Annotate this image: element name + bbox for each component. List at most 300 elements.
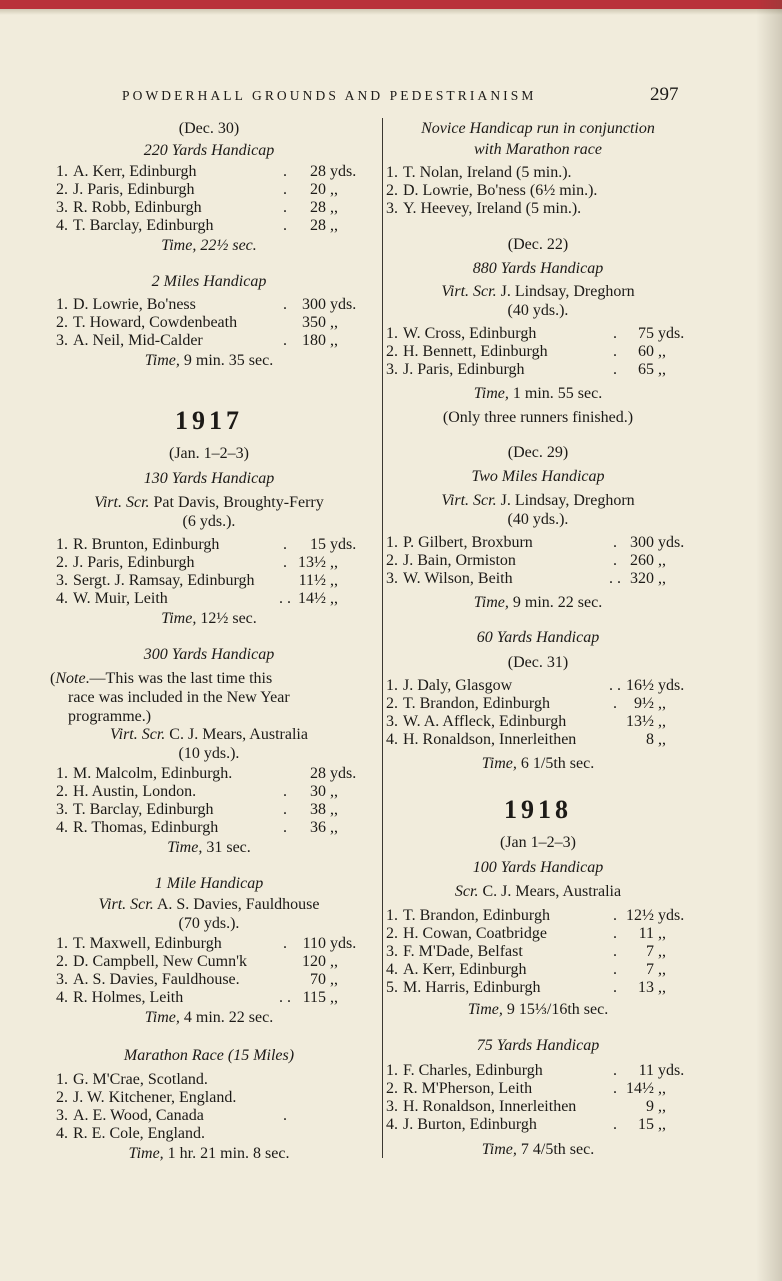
placing-number: 4. <box>56 989 68 1006</box>
race-title: 880 Yards Handicap <box>472 260 604 277</box>
athlete-name: P. Gilbert, Broxburn <box>403 534 533 551</box>
result-row <box>50 765 368 783</box>
handicap-unit: ,, <box>330 783 338 800</box>
virtual-scratch: Virt. Scr. A. S. Davies, Fauldhouse <box>98 896 320 913</box>
leader-dot: . . <box>279 989 291 1006</box>
athlete-name: G. M'Crae, Scotland. <box>73 1071 208 1088</box>
handicap-unit: ,, <box>658 1080 666 1097</box>
result-row <box>380 677 696 695</box>
leader-dot: . . <box>279 590 291 607</box>
athlete-name: A. Kerr, Edinburgh <box>73 163 197 180</box>
handicap-value <box>622 182 654 200</box>
athlete-name: T. Barclay, Edinburgh <box>73 217 214 234</box>
handicap-value: 350 <box>302 314 326 331</box>
handicap-value: 20 <box>310 181 326 198</box>
athlete-name: A. Kerr, Edinburgh <box>403 961 527 978</box>
handicap-value: 36 <box>310 819 326 836</box>
placing-number: 1. <box>56 536 68 553</box>
handicap-value: 28 <box>310 163 326 180</box>
athlete-name: R. M'Pherson, Leith <box>403 1080 533 1097</box>
virtual-scratch: Virt. Scr. J. Lindsay, Dreghorn <box>441 492 635 509</box>
placing-number: 4. <box>56 590 68 607</box>
placing-number: 3. <box>386 943 398 960</box>
result-row <box>380 961 696 979</box>
race-time: Time, 9 min. 35 sec. <box>144 352 274 369</box>
placing-number: 3. <box>56 971 68 988</box>
result-row <box>380 925 696 943</box>
leader-dot: . <box>283 1107 287 1124</box>
leader-dot: . <box>283 935 287 952</box>
result-list <box>50 536 368 608</box>
handicap-unit: ,, <box>658 570 666 587</box>
running-head: POWDERHALL GROUNDS AND PEDESTRIANISM <box>122 88 537 103</box>
result-list <box>380 534 696 588</box>
result-row <box>380 325 696 343</box>
athlete-name: M. Malcolm, Edinburgh. <box>73 765 233 782</box>
handicap-value: 14½ <box>298 590 326 607</box>
virtual-scratch-allowance: (10 yds.). <box>178 745 240 762</box>
leader-dot: . <box>613 325 617 342</box>
race-time: Time, 22½ sec. <box>161 237 257 254</box>
result-row <box>380 695 696 713</box>
leader-dot <box>608 200 622 218</box>
result-row <box>380 200 696 218</box>
handicap-value: 8 <box>646 731 654 748</box>
athlete-name: J. Burton, Edinburgh <box>403 1116 537 1133</box>
race-title: 75 Yards Handicap <box>476 1037 600 1054</box>
handicap-value: 11 <box>638 1062 654 1079</box>
handicap-value: 15 <box>638 1116 654 1133</box>
handicap-unit: ,, <box>658 343 666 360</box>
handicap-unit: yds. <box>330 536 357 553</box>
leader-dot: . <box>283 199 287 216</box>
athlete-name: W. Cross, Edinburgh <box>403 325 537 342</box>
race-title: Novice Handicap run in conjunction <box>421 120 655 137</box>
athlete-name: A. S. Davies, Fauldhouse. <box>73 971 240 988</box>
leader-dot: . <box>283 163 287 180</box>
athlete-name: H. Austin, London. <box>73 783 197 800</box>
race-date: (Jan. 1–2–3) <box>169 445 249 462</box>
race-title: 1 Mile Handicap <box>154 875 264 892</box>
leader-dot: . . <box>609 570 621 587</box>
handicap-unit: ,, <box>330 181 338 198</box>
handicap-value: 180 <box>302 332 326 349</box>
race-title: 2 Miles Handicap <box>151 273 267 290</box>
placing-number: 2. <box>56 554 68 571</box>
placing-number: 1. <box>56 935 68 952</box>
result-row <box>50 801 368 819</box>
leader-dot: . <box>613 361 617 378</box>
result-row <box>380 731 696 749</box>
handicap-value: 13½ <box>626 713 654 730</box>
race-time: Time, 1 hr. 21 min. 8 sec. <box>128 1145 290 1162</box>
handicap-unit: yds. <box>330 935 357 952</box>
handicap-value: 14½ <box>626 1080 654 1097</box>
leader-dot: . <box>613 343 617 360</box>
handicap-unit: ,, <box>658 713 666 730</box>
athlete-name: H. Ronaldson, Innerleithen <box>403 1098 577 1115</box>
placing-number: 3. <box>56 1107 68 1124</box>
result-row <box>50 971 368 989</box>
handicap-unit <box>326 1107 368 1125</box>
result-list <box>50 296 368 350</box>
result-row <box>380 1080 696 1098</box>
handicap-value <box>292 1107 326 1125</box>
result-row <box>380 943 696 961</box>
athlete-name: J. Paris, Edinburgh <box>73 554 195 571</box>
handicap-value: 28 <box>310 217 326 234</box>
handicap-value: 300 <box>630 534 654 551</box>
race-time: Time, 9 min. 22 sec. <box>473 594 603 611</box>
result-row <box>50 163 368 181</box>
result-row <box>50 1107 368 1125</box>
race-time: Time, 1 min. 55 sec. <box>473 385 603 402</box>
handicap-value: 11½ <box>298 572 326 589</box>
placing-number: 3. <box>56 572 68 589</box>
handicap-unit: ,, <box>330 199 338 216</box>
result-row <box>50 1089 368 1107</box>
placing-number: 3. <box>386 200 398 217</box>
handicap-unit: ,, <box>330 554 338 571</box>
virtual-scratch: Virt. Scr. Pat Davis, Broughty-Ferry <box>94 494 324 511</box>
athlete-name: J. Paris, Edinburgh <box>73 181 195 198</box>
placing-number: 1. <box>56 765 68 782</box>
race-title: Marathon Race (15 Miles) <box>123 1047 295 1064</box>
result-list <box>380 907 696 997</box>
athlete-name: D. Campbell, New Cumn'k <box>73 953 247 970</box>
handicap-unit: yds. <box>658 534 685 551</box>
placing-number: 2. <box>56 1089 68 1106</box>
placing-number: 1. <box>386 1062 398 1079</box>
scratch-runner: Scr. C. J. Mears, Australia <box>454 883 622 900</box>
placing-number: 1. <box>56 296 68 313</box>
page-gutter-shadow <box>756 0 782 1281</box>
leader-dot: . <box>613 534 617 551</box>
leader-dot <box>278 1089 292 1107</box>
result-row <box>380 343 696 361</box>
handicap-value <box>292 1089 326 1107</box>
leader-dot: . <box>613 961 617 978</box>
athlete-name: R. Brunton, Edinburgh <box>73 536 220 553</box>
race-date: (Jan 1–2–3) <box>500 834 576 851</box>
handicap-unit: yds. <box>658 325 685 342</box>
result-row <box>380 361 696 379</box>
result-row <box>50 590 368 608</box>
leader-dot <box>278 953 292 971</box>
result-row <box>380 534 696 552</box>
handicap-unit <box>654 164 696 182</box>
handicap-value: 30 <box>310 783 326 800</box>
placing-number: 5. <box>386 979 398 996</box>
leader-dot <box>278 1071 292 1089</box>
handicap-unit <box>654 182 696 200</box>
leader-dot: . <box>613 1080 617 1097</box>
placing-number: 3. <box>56 801 68 818</box>
handicap-value: 7 <box>646 943 654 960</box>
leader-dot: . <box>283 554 287 571</box>
result-row <box>380 1062 696 1080</box>
leader-dot: . <box>283 801 287 818</box>
race-title: 300 Yards Handicap <box>143 646 275 663</box>
athlete-name: D. Lowrie, Bo'ness (6½ min.). <box>403 182 598 199</box>
handicap-unit: ,, <box>330 953 338 970</box>
handicap-value: 65 <box>638 361 654 378</box>
placing-number: 3. <box>56 199 68 216</box>
result-list <box>380 677 696 749</box>
placing-number: 2. <box>386 925 398 942</box>
athlete-name: H. Ronaldson, Innerleithen <box>403 731 577 748</box>
page-edge-shadow <box>0 9 782 15</box>
athlete-name: J. W. Kitchener, England. <box>73 1089 237 1106</box>
result-row <box>50 332 368 350</box>
athlete-name: F. M'Dade, Belfast <box>403 943 523 960</box>
handicap-value: 9½ <box>634 695 654 712</box>
handicap-unit: ,, <box>330 590 338 607</box>
handicap-unit: ,, <box>330 819 338 836</box>
placing-number: 2. <box>56 783 68 800</box>
result-row <box>380 164 696 182</box>
note-line: race was included in the New Year <box>68 689 290 706</box>
race-time: Time, 12½ sec. <box>161 610 257 627</box>
handicap-value <box>292 1125 326 1143</box>
placing-number: 2. <box>386 1080 398 1097</box>
handicap-unit: ,, <box>658 961 666 978</box>
race-time: Time, 31 sec. <box>167 839 251 856</box>
note-line: programme.) <box>68 708 152 725</box>
result-row <box>50 953 368 971</box>
handicap-value: 7 <box>646 961 654 978</box>
result-row <box>50 554 368 572</box>
result-row <box>50 935 368 953</box>
placing-number: 2. <box>386 552 398 569</box>
placing-number: 3. <box>386 1098 398 1115</box>
leader-dot <box>608 182 622 200</box>
handicap-unit: ,, <box>658 1098 666 1115</box>
handicap-value: 260 <box>630 552 654 569</box>
virtual-scratch: Virt. Scr. J. Lindsay, Dreghorn <box>441 283 635 300</box>
handicap-unit: ,, <box>658 943 666 960</box>
result-row <box>380 1116 696 1134</box>
handicap-unit: ,, <box>330 314 338 331</box>
result-row <box>50 199 368 217</box>
placing-number: 4. <box>56 819 68 836</box>
race-time: Time, 4 min. 22 sec. <box>144 1009 274 1026</box>
handicap-unit: ,, <box>658 695 666 712</box>
handicap-unit: ,, <box>330 801 338 818</box>
handicap-value: 60 <box>638 343 654 360</box>
virtual-scratch-allowance: (70 yds.). <box>178 915 240 932</box>
result-list <box>50 163 368 235</box>
athlete-name: A. E. Wood, Canada <box>73 1107 204 1124</box>
virtual-scratch-allowance: (6 yds.). <box>182 513 236 530</box>
handicap-unit: yds. <box>330 163 357 180</box>
leader-dot: . <box>283 217 287 234</box>
placing-number: 1. <box>386 907 398 924</box>
virtual-scratch: Virt. Scr. C. J. Mears, Australia <box>110 726 308 743</box>
race-title: Two Miles Handicap <box>471 468 605 485</box>
result-list <box>50 765 368 837</box>
placing-number: 2. <box>386 695 398 712</box>
handicap-value: 38 <box>310 801 326 818</box>
leader-dot: . . <box>609 677 621 694</box>
result-row <box>50 217 368 235</box>
race-date: (Dec. 30) <box>178 120 240 137</box>
race-date: (Dec. 29) <box>507 444 569 461</box>
handicap-unit <box>654 200 696 218</box>
handicap-value: 11 <box>638 925 654 942</box>
handicap-unit: ,, <box>658 1116 666 1133</box>
race-time: Time, 9 15⅓/16th sec. <box>467 1001 609 1018</box>
athlete-name: W. A. Affleck, Edinburgh <box>403 713 567 730</box>
result-row <box>50 296 368 314</box>
leader-dot: . <box>613 943 617 960</box>
leader-dot: . <box>613 907 617 924</box>
athlete-name: M. Harris, Edinburgh <box>403 979 541 996</box>
result-row <box>50 314 368 332</box>
leader-dot: . <box>283 332 287 349</box>
handicap-value <box>622 164 654 182</box>
athlete-name: T. Nolan, Ireland (5 min.). <box>403 164 572 181</box>
result-row <box>380 713 696 731</box>
leader-dot: . <box>613 552 617 569</box>
result-row <box>50 1071 368 1089</box>
handicap-unit <box>326 1125 368 1143</box>
leader-dot <box>278 765 292 783</box>
race-time: Time, 6 1/5th sec. <box>481 755 595 772</box>
result-list <box>380 325 696 379</box>
athlete-name: H. Bennett, Edinburgh <box>403 343 548 360</box>
handicap-value: 9 <box>646 1098 654 1115</box>
result-row <box>380 979 696 997</box>
placing-number: 3. <box>386 361 398 378</box>
athlete-name: H. Cowan, Coatbridge <box>403 925 547 942</box>
placing-number: 4. <box>56 1125 68 1142</box>
handicap-unit: ,, <box>658 731 666 748</box>
athlete-name: J. Daly, Glasgow <box>403 677 513 694</box>
placing-number: 2. <box>386 343 398 360</box>
leader-dot <box>278 971 292 989</box>
result-row <box>50 989 368 1007</box>
race-note <box>50 669 368 726</box>
athlete-name: J. Bain, Ormiston <box>403 552 516 569</box>
handicap-value: 28 <box>310 199 326 216</box>
leader-dot <box>278 572 292 590</box>
athlete-name: R. Holmes, Leith <box>73 989 184 1006</box>
result-row <box>50 783 368 801</box>
athlete-name: W. Wilson, Beith <box>403 570 513 587</box>
placing-number: 3. <box>386 713 398 730</box>
athlete-name: T. Brandon, Edinburgh <box>403 907 550 924</box>
result-row <box>50 536 368 554</box>
handicap-value: 13 <box>638 979 654 996</box>
placing-number: 3. <box>56 332 68 349</box>
handicap-unit: ,, <box>330 971 338 988</box>
handicap-unit <box>326 1089 368 1107</box>
athlete-name: A. Neil, Mid-Calder <box>73 332 203 349</box>
result-row <box>50 572 368 590</box>
athlete-name: T. Maxwell, Edinburgh <box>73 935 222 952</box>
leader-dot: . <box>613 925 617 942</box>
athlete-name: D. Lowrie, Bo'ness <box>73 296 196 313</box>
result-row <box>380 1098 696 1116</box>
athlete-name: T. Howard, Cowdenbeath <box>73 314 238 331</box>
leader-dot: . <box>613 1116 617 1133</box>
placing-number: 1. <box>386 534 398 551</box>
result-row <box>380 570 696 588</box>
result-list <box>380 1062 696 1134</box>
handicap-unit: yds. <box>330 296 357 313</box>
leader-dot <box>608 731 622 749</box>
leader-dot: . <box>283 819 287 836</box>
virtual-scratch-allowance: (40 yds.). <box>507 302 569 319</box>
race-date: (Dec. 31) <box>507 654 569 671</box>
handicap-unit: ,, <box>330 989 338 1006</box>
race-title-continued: with Marathon race <box>474 141 602 158</box>
handicap-value: 28 <box>310 765 326 782</box>
leader-dot: . <box>613 1062 617 1079</box>
placing-number: 1. <box>386 325 398 342</box>
athlete-name: R. E. Cole, England. <box>73 1125 205 1142</box>
year-heading: 1918 <box>504 795 572 824</box>
athlete-name: F. Charles, Edinburgh <box>403 1062 543 1079</box>
leader-dot: . <box>283 296 287 313</box>
result-row <box>50 819 368 837</box>
result-list <box>380 164 696 218</box>
handicap-value <box>622 200 654 218</box>
virtual-scratch-allowance: (40 yds.). <box>507 511 569 528</box>
handicap-unit: ,, <box>658 979 666 996</box>
handicap-unit: ,, <box>330 572 338 589</box>
athlete-name: T. Brandon, Edinburgh <box>403 695 550 712</box>
handicap-unit: ,, <box>658 925 666 942</box>
placing-number: 4. <box>56 217 68 234</box>
placing-number: 1. <box>386 164 398 181</box>
placing-number: 4. <box>386 961 398 978</box>
race-title: 220 Yards Handicap <box>143 142 275 159</box>
race-title: 130 Yards Handicap <box>143 470 275 487</box>
handicap-unit: ,, <box>330 332 338 349</box>
athlete-name: T. Barclay, Edinburgh <box>73 801 214 818</box>
handicap-unit: yds. <box>658 677 685 694</box>
placing-number: 1. <box>386 677 398 694</box>
leader-dot: . <box>283 783 287 800</box>
athlete-name: R. Robb, Edinburgh <box>73 199 202 216</box>
handicap-unit: yds. <box>658 907 685 924</box>
page-number: 297 <box>650 84 679 105</box>
handicap-value: 15 <box>310 536 326 553</box>
result-row <box>380 182 696 200</box>
handicap-unit: ,, <box>658 552 666 569</box>
handicap-value: 70 <box>310 971 326 988</box>
handicap-value: 16½ <box>626 677 654 694</box>
leader-dot: . <box>613 979 617 996</box>
athlete-name: Sergt. J. Ramsay, Edinburgh <box>73 572 255 589</box>
book-top-edge <box>0 0 782 9</box>
leader-dot <box>608 1098 622 1116</box>
leader-dot: . <box>283 181 287 198</box>
placing-number: 4. <box>386 1116 398 1133</box>
handicap-unit <box>326 1071 368 1089</box>
handicap-value: 13½ <box>298 554 326 571</box>
result-list <box>50 935 368 1007</box>
athlete-name: R. Thomas, Edinburgh <box>73 819 219 836</box>
handicap-unit: yds. <box>658 1062 685 1079</box>
result-row <box>50 181 368 199</box>
handicap-value <box>292 1071 326 1089</box>
handicap-unit: ,, <box>330 217 338 234</box>
leader-dot <box>278 1125 292 1143</box>
athlete-name: Y. Heevey, Ireland (5 min.). <box>403 200 582 217</box>
